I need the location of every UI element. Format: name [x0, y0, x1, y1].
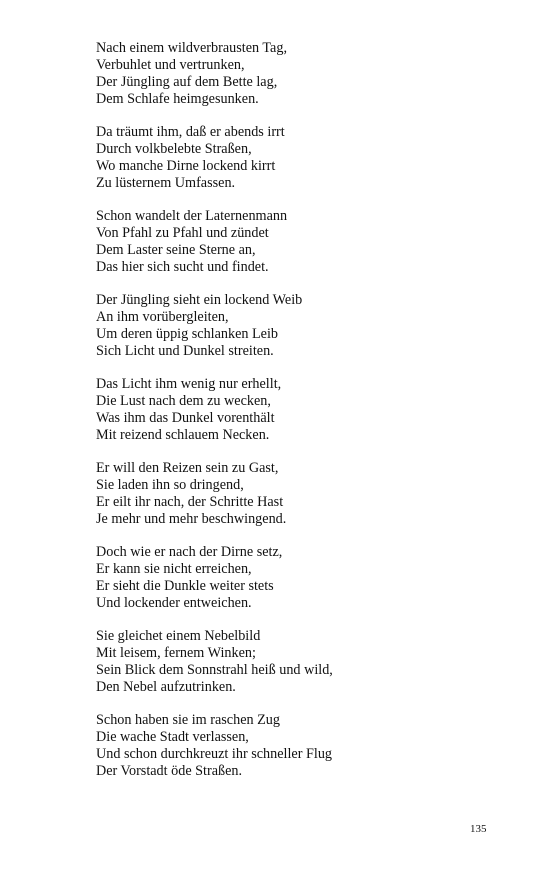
poem-line: Nach einem wildverbrausten Tag, — [96, 40, 287, 56]
poem-line: Was ihm das Dunkel vorenthält — [96, 410, 275, 426]
poem-line: Mit reizend schlauem Necken. — [96, 427, 270, 443]
poem-line: Der Jüngling sieht ein lockend Weib — [96, 292, 303, 308]
stanza-9 — [96, 712, 516, 780]
poem-line: An ihm vorübergleiten, — [96, 309, 229, 325]
poem-line: Das Licht ihm wenig nur erhellt, — [96, 376, 282, 392]
poem-line: Der Vorstadt öde Straßen. — [96, 763, 243, 779]
poem-line: Er eilt ihr nach, der Schritte Hast — [96, 494, 284, 510]
poem-line: Er will den Reizen sein zu Gast, — [96, 460, 279, 476]
poem-line: Sie laden ihn so dringend, — [96, 477, 244, 493]
stanza-7 — [96, 544, 516, 612]
poem-line: Sich Licht und Dunkel streiten. — [96, 343, 274, 359]
stanza-6 — [96, 460, 516, 528]
poem-line: Wo manche Dirne lockend kirrt — [96, 158, 276, 174]
stanza-5 — [96, 376, 516, 444]
poem-line: Zu lüsternem Umfassen. — [96, 175, 236, 191]
poem-line: Schon wandelt der Laternenmann — [96, 208, 288, 224]
poem-line: Die Lust nach dem zu wecken, — [96, 393, 271, 409]
poem-body — [96, 40, 516, 796]
stanza-3 — [96, 208, 516, 276]
poem-line: Der Jüngling auf dem Bette lag, — [96, 74, 278, 90]
poem-line: Dem Schlafe heimgesunken. — [96, 91, 259, 107]
stanza-1 — [96, 40, 516, 108]
poem-line: Je mehr und mehr beschwingend. — [96, 511, 287, 527]
poem-line: Die wache Stadt verlassen, — [96, 729, 249, 745]
poem-line: Von Pfahl zu Pfahl und zündet — [96, 225, 269, 241]
poem-line: Durch volkbelebte Straßen, — [96, 141, 252, 157]
poem-line: Schon haben sie im raschen Zug — [96, 712, 280, 728]
poem-line: Das hier sich sucht und findet. — [96, 259, 269, 275]
poem-line: Und schon durchkreuzt ihr schneller Flug — [96, 746, 333, 762]
poem-line: Sein Blick dem Sonnstrahl heiß und wild, — [96, 662, 333, 678]
poem-line: Verbuhlet und vertrunken, — [96, 57, 245, 73]
page-number: 135 — [470, 823, 487, 835]
stanza-8 — [96, 628, 516, 696]
poem-line: Und lockender entweichen. — [96, 595, 252, 611]
poem-line: Er kann sie nicht erreichen, — [96, 561, 252, 577]
poem-line: Um deren üppig schlanken Leib — [96, 326, 279, 342]
poem-line: Da träumt ihm, daß er abends irrt — [96, 124, 285, 140]
poem-line: Doch wie er nach der Dirne setz, — [96, 544, 283, 560]
stanza-4 — [96, 292, 516, 360]
poem-line: Dem Laster seine Sterne an, — [96, 242, 256, 258]
poem-line: Er sieht die Dunkle weiter stets — [96, 578, 274, 594]
stanza-2 — [96, 124, 516, 192]
poem-line: Sie gleichet einem Nebelbild — [96, 628, 261, 644]
poem-line: Den Nebel aufzutrinken. — [96, 679, 236, 695]
poem-line: Mit leisem, fernem Winken; — [96, 645, 256, 661]
